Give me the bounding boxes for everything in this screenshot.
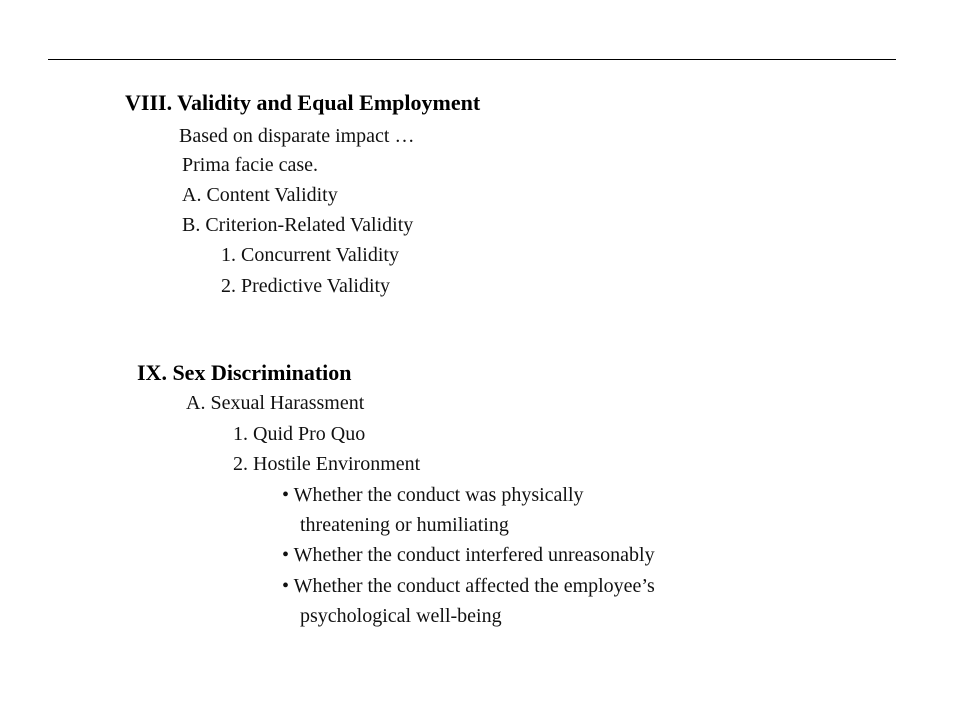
bullet-physically-threatening-continued: threatening or humiliating (300, 514, 509, 536)
concurrent-validity-item: 1. Concurrent Validity (221, 244, 399, 266)
bullet-psychological-wellbeing: • Whether the conduct affected the employee’s (282, 575, 655, 597)
predictive-validity-item: 2. Predictive Validity (221, 275, 391, 297)
section-viii-heading: VIII. Validity and Equal Employment (125, 90, 481, 115)
bullet-psychological-wellbeing-continued: psychological well-being (300, 605, 502, 627)
disparate-impact-line: Based on disparate impact … (179, 125, 415, 147)
criterion-related-validity-item: B. Criterion-Related Validity (182, 214, 414, 236)
prima-facie-line: Prima facie case. (182, 154, 319, 176)
sexual-harassment-item: A. Sexual Harassment (186, 392, 365, 414)
content-validity-item: A. Content Validity (182, 184, 338, 206)
top-divider (48, 59, 896, 60)
bullet-physically-threatening: • Whether the conduct was physically (282, 484, 584, 506)
hostile-environment-item: 2. Hostile Environment (233, 453, 421, 475)
quid-pro-quo-item: 1. Quid Pro Quo (233, 423, 366, 445)
bullet-interfered-unreasonably: • Whether the conduct interfered unreasonably (282, 544, 655, 566)
section-ix-heading: IX. Sex Discrimination (137, 360, 352, 385)
